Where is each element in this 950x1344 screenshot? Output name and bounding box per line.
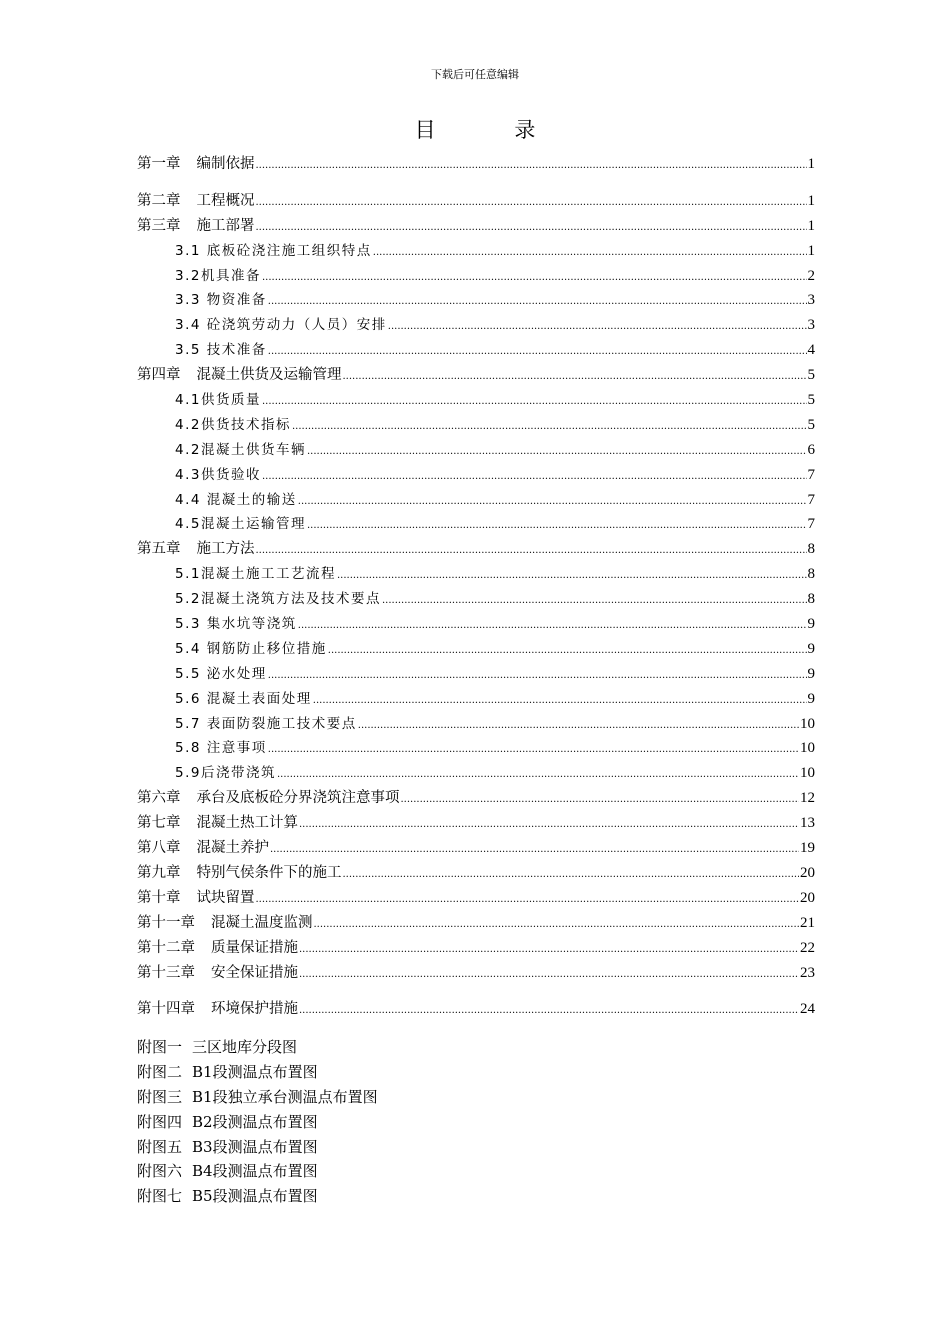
toc-entry-number: 第五章 bbox=[137, 541, 181, 558]
toc-section-entry[interactable] bbox=[137, 239, 815, 264]
toc-section-entry[interactable] bbox=[137, 662, 815, 687]
toc-entry-number: 第十四章 bbox=[137, 1001, 195, 1018]
appendix-item bbox=[137, 1035, 378, 1060]
appendix-title: 三区地库分段图 bbox=[192, 1038, 298, 1056]
toc-section-entry[interactable] bbox=[137, 413, 815, 438]
toc-entry-number: 3.5 bbox=[175, 342, 201, 359]
toc-chapter-entry[interactable] bbox=[137, 537, 815, 562]
toc-chapter-entry[interactable] bbox=[137, 836, 815, 861]
toc-entry-title: 混凝土运输管理 bbox=[200, 516, 306, 533]
toc-entry-title: 砼浇筑劳动力（人员）安排 bbox=[200, 317, 387, 334]
toc-dot-leader bbox=[313, 689, 807, 714]
toc-entry-label bbox=[175, 463, 261, 488]
appendix-title: B4段测温点布置图 bbox=[192, 1162, 318, 1181]
toc-entry-label bbox=[175, 761, 276, 786]
toc-page-number: 6 bbox=[807, 441, 815, 458]
toc-page-number: 9 bbox=[807, 640, 815, 657]
toc-entry-label bbox=[137, 189, 255, 214]
toc-page-number: 13 bbox=[800, 815, 815, 832]
toc-entry-number: 4.4 bbox=[175, 491, 201, 508]
toc-entry-title: 混凝土供货及运输管理 bbox=[196, 367, 342, 384]
toc-entry-label bbox=[175, 413, 291, 438]
toc-section-entry[interactable] bbox=[137, 512, 815, 537]
toc-dot-leader bbox=[343, 863, 800, 888]
toc-entry-label bbox=[137, 886, 255, 911]
toc-entry-label bbox=[175, 239, 372, 264]
toc-chapter-entry[interactable] bbox=[137, 911, 815, 936]
toc-page-number: 3 bbox=[807, 317, 815, 334]
toc-entry-label bbox=[137, 836, 269, 861]
toc-chapter-entry[interactable] bbox=[137, 152, 815, 177]
appendix-item bbox=[137, 1085, 378, 1110]
toc-page-number: 10 bbox=[800, 765, 815, 782]
toc-entry-label bbox=[137, 786, 400, 811]
toc-entry-title: 混凝土供货车辆 bbox=[200, 441, 306, 458]
toc-entry-number: 第三章 bbox=[137, 217, 181, 234]
toc-entry-title: 试块留置 bbox=[196, 889, 255, 906]
toc-dot-leader bbox=[328, 639, 807, 664]
toc-dot-leader bbox=[262, 465, 807, 490]
table-of-contents bbox=[137, 152, 815, 1022]
toc-page-number: 20 bbox=[800, 864, 815, 881]
toc-entry-title: 施工方法 bbox=[196, 541, 255, 558]
appendix-title: B1段测温点布置图 bbox=[192, 1062, 318, 1081]
toc-section-entry[interactable] bbox=[137, 612, 815, 637]
toc-dot-leader bbox=[268, 340, 807, 365]
toc-entry-title: 供货验收 bbox=[200, 466, 261, 483]
appendix-number: 附图四 bbox=[137, 1112, 183, 1131]
toc-chapter-entry[interactable] bbox=[137, 811, 815, 836]
toc-dot-leader bbox=[299, 813, 799, 838]
toc-entry-title: 机具准备 bbox=[200, 267, 261, 284]
toc-section-entry[interactable] bbox=[137, 288, 815, 313]
toc-entry-label bbox=[175, 438, 306, 463]
toc-entry-title: 注意事项 bbox=[200, 740, 267, 757]
toc-entry-label bbox=[175, 736, 267, 761]
toc-page-number: 12 bbox=[800, 790, 815, 807]
appendix-title: B1段独立承台测温点布置图 bbox=[192, 1087, 378, 1106]
toc-page-number: 9 bbox=[807, 665, 815, 682]
toc-entry-number: 4.5 bbox=[175, 516, 201, 533]
toc-dot-leader bbox=[337, 564, 807, 589]
toc-entry-label bbox=[137, 911, 313, 936]
toc-page-number: 8 bbox=[807, 591, 815, 608]
toc-entry-number: 3.3 bbox=[175, 292, 201, 309]
appendix-number: 附图六 bbox=[137, 1162, 183, 1181]
toc-entry-number: 3.1 bbox=[175, 242, 201, 259]
toc-entry-label bbox=[175, 587, 381, 612]
toc-dot-leader bbox=[298, 490, 807, 515]
toc-entry-label bbox=[175, 313, 387, 338]
toc-entry-label bbox=[175, 662, 267, 687]
toc-dot-leader bbox=[268, 290, 807, 315]
appendix-item bbox=[137, 1110, 378, 1135]
toc-dot-leader bbox=[292, 415, 807, 440]
toc-entry-number: 第四章 bbox=[137, 367, 181, 384]
toc-entry-title: 泌水处理 bbox=[200, 665, 267, 682]
toc-page-number: 21 bbox=[800, 914, 815, 931]
toc-entry-number: 第一章 bbox=[137, 156, 181, 172]
toc-chapter-entry[interactable] bbox=[137, 189, 815, 214]
toc-dot-leader bbox=[401, 788, 800, 813]
toc-entry-title: 混凝土的输送 bbox=[200, 491, 297, 508]
toc-entry-label bbox=[137, 214, 255, 239]
toc-entry-number: 5.2 bbox=[175, 591, 201, 608]
toc-entry-label bbox=[175, 712, 357, 737]
toc-entry-title: 混凝土热工计算 bbox=[196, 815, 298, 832]
toc-section-entry[interactable] bbox=[137, 264, 815, 289]
toc-page-number: 10 bbox=[800, 715, 815, 732]
toc-entry-title: 混凝土养护 bbox=[196, 840, 269, 857]
toc-page-number: 9 bbox=[807, 690, 815, 707]
toc-section-entry[interactable] bbox=[137, 463, 815, 488]
appendix-title: B2段测温点布置图 bbox=[192, 1112, 318, 1131]
toc-entry-number: 第六章 bbox=[137, 790, 181, 807]
toc-entry-title: 混凝土温度监测 bbox=[211, 914, 313, 931]
toc-entry-title: 技术准备 bbox=[200, 342, 267, 359]
toc-dot-leader bbox=[358, 714, 799, 739]
toc-dot-leader bbox=[262, 266, 807, 291]
toc-entry-title: 底板砼浇注施工组织特点 bbox=[200, 242, 372, 259]
toc-dot-leader bbox=[256, 154, 807, 179]
toc-entry-title: 混凝土浇筑方法及技术要点 bbox=[200, 591, 381, 608]
toc-entry-title: 物资准备 bbox=[200, 292, 267, 309]
toc-chapter-entry[interactable] bbox=[137, 786, 815, 811]
toc-chapter-entry[interactable] bbox=[137, 861, 815, 886]
toc-entry-number: 4.2 bbox=[175, 416, 201, 433]
toc-entry-number: 5.6 bbox=[175, 690, 201, 707]
toc-page-number: 1 bbox=[807, 156, 815, 172]
toc-chapter-entry[interactable] bbox=[137, 214, 815, 239]
appendix-title: B5段测温点布置图 bbox=[192, 1187, 318, 1206]
toc-entry-number: 3.2 bbox=[175, 267, 201, 284]
toc-entry-label bbox=[137, 997, 298, 1022]
toc-entry-title: 安全保证措施 bbox=[211, 964, 298, 981]
toc-page-number: 3 bbox=[807, 292, 815, 309]
toc-dot-leader bbox=[299, 999, 799, 1024]
toc-entry-label bbox=[137, 861, 342, 886]
toc-section-entry[interactable] bbox=[137, 438, 815, 463]
toc-entry-number: 4.3 bbox=[175, 466, 201, 483]
toc-chapter-entry[interactable] bbox=[137, 961, 815, 986]
toc-entry-label bbox=[137, 152, 255, 177]
toc-entry-title: 特别气侯条件下的施工 bbox=[196, 864, 342, 881]
toc-entry-number: 第十二章 bbox=[137, 939, 195, 956]
toc-dot-leader bbox=[382, 589, 807, 614]
toc-section-entry[interactable] bbox=[137, 488, 815, 513]
appendix-item bbox=[137, 1184, 378, 1209]
appendix-number: 附图七 bbox=[137, 1187, 183, 1206]
toc-entry-number: 第七章 bbox=[137, 815, 181, 832]
toc-page-number: 10 bbox=[800, 740, 815, 757]
toc-entry-label bbox=[137, 363, 342, 388]
toc-entry-title: 编制依据 bbox=[196, 156, 255, 172]
toc-entry-number: 第十章 bbox=[137, 889, 181, 906]
toc-page-number: 20 bbox=[800, 889, 815, 906]
toc-section-entry[interactable] bbox=[137, 712, 815, 737]
toc-dot-leader bbox=[270, 838, 799, 863]
toc-entry-title: 质量保证措施 bbox=[211, 939, 298, 956]
toc-entry-label bbox=[137, 537, 255, 562]
toc-section-entry[interactable] bbox=[137, 338, 815, 363]
appendix-number: 附图一 bbox=[137, 1038, 183, 1056]
toc-entry-label bbox=[175, 264, 261, 289]
toc-chapter-entry[interactable] bbox=[137, 886, 815, 911]
toc-dot-leader bbox=[298, 614, 807, 639]
toc-entry-number: 5.7 bbox=[175, 715, 201, 732]
toc-page-number: 2 bbox=[807, 267, 815, 284]
appendix-number: 附图三 bbox=[137, 1087, 183, 1106]
toc-dot-leader bbox=[299, 938, 799, 963]
toc-section-entry[interactable] bbox=[137, 587, 815, 612]
toc-entry-title: 承台及底板砼分界浇筑注意事项 bbox=[196, 790, 400, 807]
toc-entry-title: 集水坑等浇筑 bbox=[200, 616, 297, 633]
toc-section-entry[interactable] bbox=[137, 736, 815, 761]
toc-dot-leader bbox=[343, 365, 807, 390]
appendix-list bbox=[137, 1035, 378, 1209]
toc-dot-leader bbox=[307, 514, 807, 539]
appendix-item bbox=[137, 1135, 378, 1160]
toc-entry-title: 环境保护措施 bbox=[211, 1001, 298, 1018]
toc-entry-title: 表面防裂施工技术要点 bbox=[200, 715, 357, 732]
toc-chapter-entry[interactable] bbox=[137, 997, 815, 1022]
toc-entry-number: 3.4 bbox=[175, 317, 201, 334]
toc-dot-leader bbox=[388, 315, 807, 340]
toc-entry-title: 供货质量 bbox=[200, 392, 261, 409]
toc-entry-number: 5.3 bbox=[175, 616, 201, 633]
toc-entry-number: 第十三章 bbox=[137, 964, 195, 981]
appendix-number: 附图二 bbox=[137, 1062, 183, 1081]
toc-entry-label bbox=[175, 512, 306, 537]
toc-entry-label bbox=[175, 562, 336, 587]
toc-entry-number: 第八章 bbox=[137, 840, 181, 857]
toc-page-number: 1 bbox=[807, 242, 815, 259]
toc-entry-number: 4.1 bbox=[175, 392, 201, 409]
toc-entry-title: 钢筋防止移位措施 bbox=[200, 640, 327, 657]
toc-entry-number: 5.1 bbox=[175, 566, 201, 583]
toc-entry-label bbox=[137, 811, 298, 836]
toc-dot-leader bbox=[373, 241, 807, 266]
toc-page-number: 5 bbox=[807, 392, 815, 409]
toc-page-number: 9 bbox=[807, 616, 815, 633]
toc-dot-leader bbox=[256, 888, 800, 913]
toc-entry-title: 混凝土表面处理 bbox=[200, 690, 312, 707]
toc-entry-number: 第九章 bbox=[137, 864, 181, 881]
toc-entry-title: 后浇带浇筑 bbox=[200, 765, 276, 782]
toc-dot-leader bbox=[262, 390, 807, 415]
toc-entry-title: 工程概况 bbox=[196, 192, 255, 209]
toc-page-number: 8 bbox=[807, 566, 815, 583]
appendix-item bbox=[137, 1060, 378, 1085]
toc-chapter-entry[interactable] bbox=[137, 363, 815, 388]
toc-entry-label bbox=[175, 338, 267, 363]
toc-entry-number: 4.2 bbox=[175, 441, 201, 458]
header-note: 下载后可任意编辑 bbox=[431, 68, 519, 81]
toc-dot-leader bbox=[307, 440, 807, 465]
toc-section-entry[interactable] bbox=[137, 388, 815, 413]
toc-entry-label bbox=[175, 288, 267, 313]
toc-section-entry[interactable] bbox=[137, 313, 815, 338]
toc-entry-number: 5.9 bbox=[175, 765, 201, 782]
toc-dot-leader bbox=[256, 191, 807, 216]
toc-entry-number: 5.5 bbox=[175, 665, 201, 682]
page-title: 目 录 bbox=[414, 118, 572, 142]
toc-page-number: 24 bbox=[800, 1001, 815, 1018]
appendix-number: 附图五 bbox=[137, 1137, 183, 1156]
toc-section-entry[interactable] bbox=[137, 637, 815, 662]
toc-page-number: 5 bbox=[807, 367, 815, 384]
toc-section-entry[interactable] bbox=[137, 761, 815, 786]
toc-page-number: 19 bbox=[800, 840, 815, 857]
toc-dot-leader bbox=[314, 913, 800, 938]
toc-entry-label bbox=[175, 488, 297, 513]
toc-page-number: 23 bbox=[800, 964, 815, 981]
toc-entry-label bbox=[137, 961, 298, 986]
toc-section-entry[interactable] bbox=[137, 687, 815, 712]
toc-entry-label bbox=[175, 612, 297, 637]
toc-section-entry[interactable] bbox=[137, 562, 815, 587]
toc-dot-leader bbox=[268, 738, 799, 763]
toc-page-number: 7 bbox=[807, 466, 815, 483]
toc-dot-leader bbox=[299, 963, 799, 988]
toc-entry-title: 施工部署 bbox=[196, 217, 255, 234]
toc-entry-number: 5.8 bbox=[175, 740, 201, 757]
toc-entry-number: 5.4 bbox=[175, 640, 201, 657]
toc-entry-number: 第十一章 bbox=[137, 914, 195, 931]
toc-dot-leader bbox=[256, 216, 807, 241]
toc-dot-leader bbox=[256, 539, 807, 564]
toc-dot-leader bbox=[277, 763, 799, 788]
toc-chapter-entry[interactable] bbox=[137, 936, 815, 961]
toc-entry-label bbox=[175, 388, 261, 413]
toc-entry-title: 供货技术指标 bbox=[200, 416, 291, 433]
toc-entry-label bbox=[175, 687, 312, 712]
toc-page-number: 1 bbox=[807, 217, 815, 234]
toc-entry-number: 第二章 bbox=[137, 192, 181, 209]
toc-entry-title: 混凝土施工工艺流程 bbox=[200, 566, 336, 583]
toc-entry-label bbox=[137, 936, 298, 961]
toc-page-number: 22 bbox=[800, 939, 815, 956]
toc-entry-label bbox=[175, 637, 327, 662]
appendix-item bbox=[137, 1159, 378, 1184]
appendix-title: B3段测温点布置图 bbox=[192, 1137, 318, 1156]
toc-page-number: 1 bbox=[807, 192, 815, 209]
toc-page-number: 4 bbox=[807, 342, 815, 359]
toc-page-number: 8 bbox=[807, 541, 815, 558]
toc-page-number: 7 bbox=[807, 491, 815, 508]
toc-dot-leader bbox=[268, 664, 807, 689]
toc-page-number: 7 bbox=[807, 516, 815, 533]
toc-page-number: 5 bbox=[807, 416, 815, 433]
